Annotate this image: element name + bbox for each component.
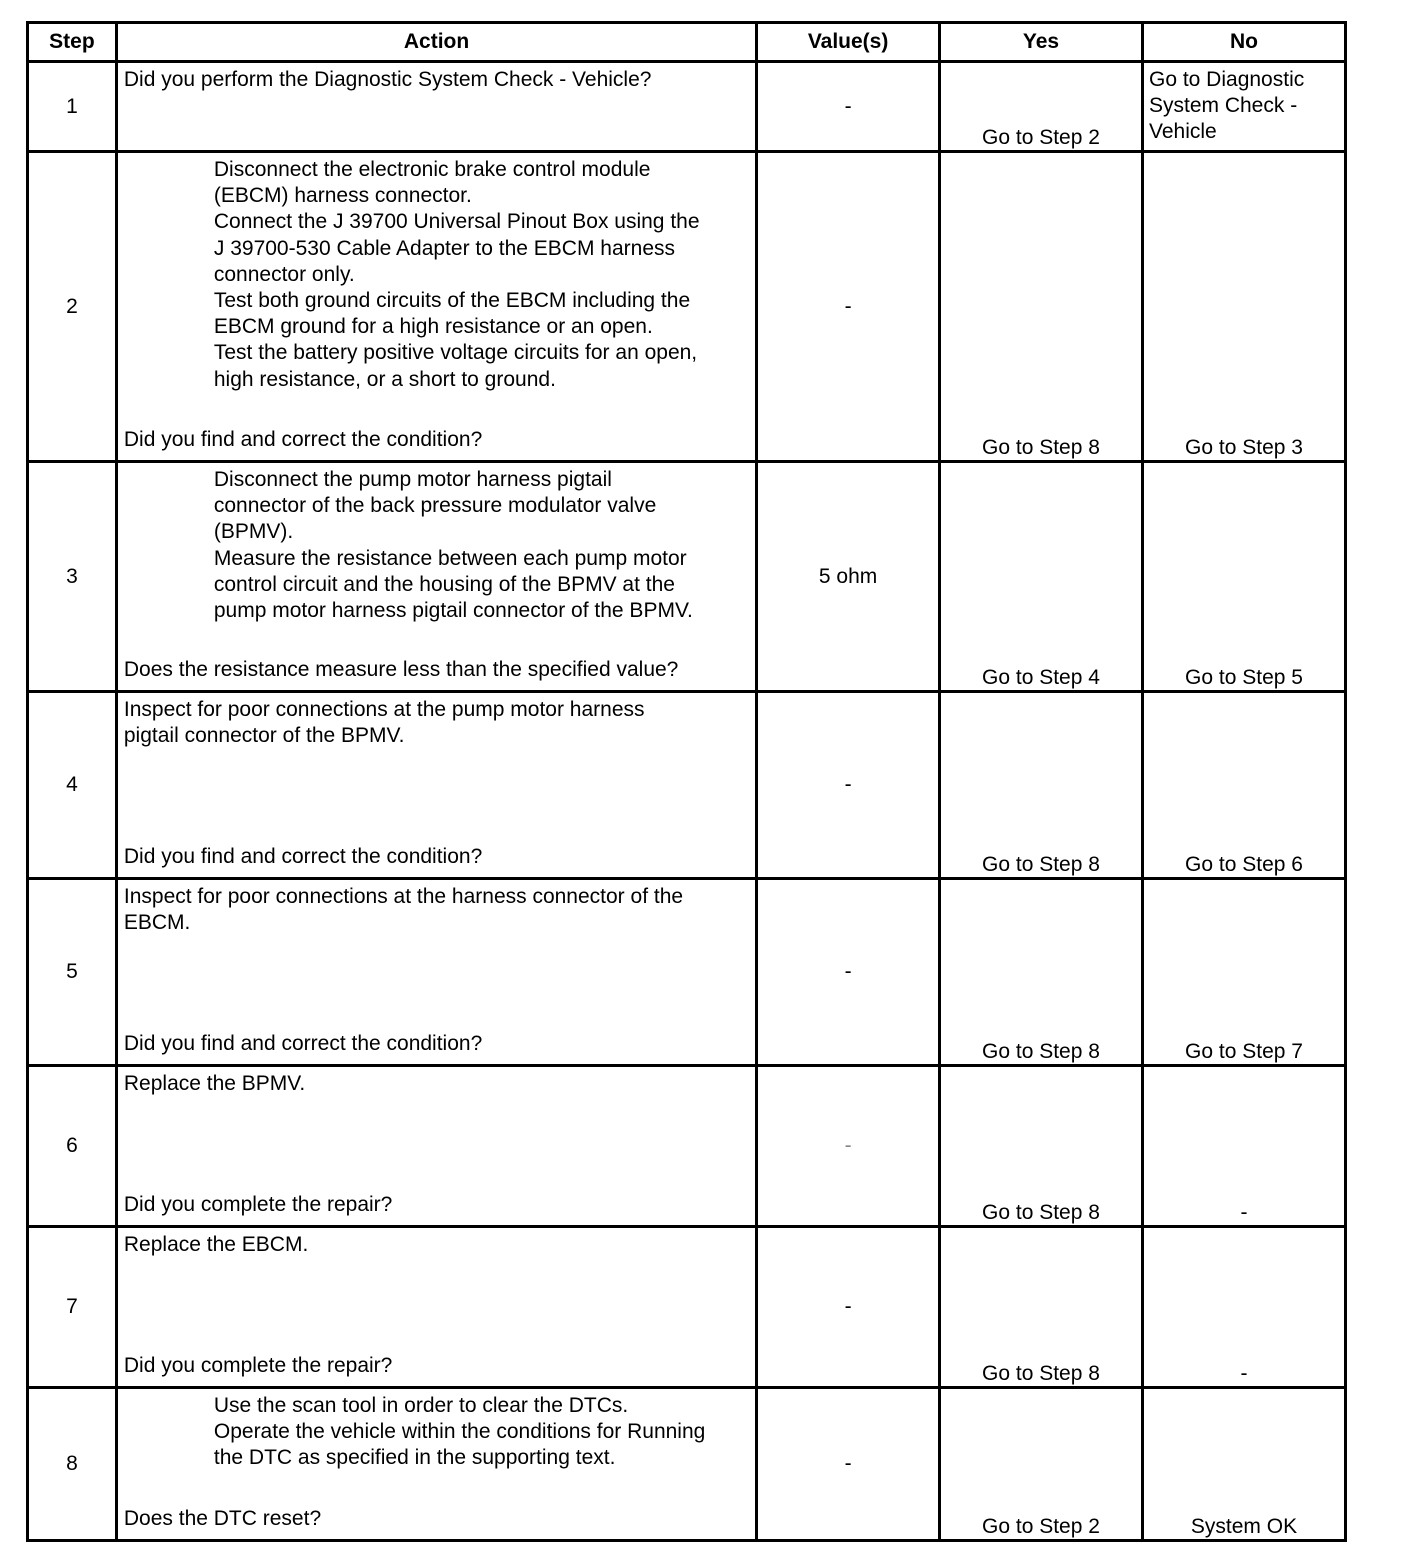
- action-description: [214, 157, 749, 393]
- header-yes: Yes: [939, 23, 1142, 62]
- step-number: 2: [28, 152, 117, 462]
- action-cell: [116, 692, 756, 879]
- value-cell: 5 ohm: [757, 462, 940, 692]
- action-description: [124, 1232, 749, 1258]
- action-line: EBCM.: [123, 911, 191, 935]
- action-line: Did you perform the Diagnostic System Check - Vehicle?: [123, 68, 652, 91]
- table-row: [28, 879, 1346, 1066]
- action-description: [124, 884, 749, 936]
- no-cell: System OK: [1142, 1388, 1345, 1541]
- action-line: the DTC as specified in the supporting text.: [213, 1446, 616, 1470]
- value-cell: -: [757, 152, 940, 462]
- no-cell: Go to Step 3: [1142, 152, 1345, 462]
- action-question: Did you find and correct the condition?: [123, 844, 483, 868]
- action-line: Measure the resistance between each pump motor: [213, 546, 687, 570]
- step-number: 3: [28, 462, 117, 692]
- step-number: 1: [28, 62, 117, 152]
- table-row: [28, 692, 1346, 879]
- action-line: Inspect for poor connections at the harness connector of the: [123, 885, 684, 908]
- no-cell: [1142, 62, 1345, 152]
- header-no: No: [1142, 23, 1345, 62]
- value-cell: -: [757, 1388, 940, 1541]
- action-question: Did you find and correct the condition?: [123, 1031, 483, 1055]
- action-line: (EBCM) harness connector.: [213, 184, 472, 208]
- action-line: Connect the J 39700 Universal Pinout Box using the: [213, 210, 700, 234]
- step-number: 7: [28, 1227, 117, 1388]
- no-cell: Go to Step 6: [1142, 692, 1345, 879]
- no-cell: Go to Step 7: [1142, 879, 1345, 1066]
- yes-cell: Go to Step 8: [939, 152, 1142, 462]
- yes-cell: Go to Step 8: [939, 1066, 1142, 1227]
- action-line: Test the battery positive voltage circuits for an open,: [213, 341, 698, 365]
- action-question: Does the DTC reset?: [123, 1506, 322, 1530]
- header-action: Action: [116, 23, 756, 62]
- value-cell: -: [757, 62, 940, 152]
- table-row: [28, 462, 1346, 692]
- action-line: Inspect for poor connections at the pump motor harness: [123, 698, 645, 721]
- action-line: Test both ground circuits of the EBCM including the: [213, 289, 691, 313]
- action-line: J 39700-530 Cable Adapter to the EBCM harness: [213, 236, 675, 260]
- action-line: Replace the EBCM.: [123, 1233, 309, 1256]
- action-cell: [116, 462, 756, 692]
- yes-cell: Go to Step 8: [939, 1227, 1142, 1388]
- yes-cell: Go to Step 4: [939, 462, 1142, 692]
- action-line: (BPMV).: [213, 520, 294, 544]
- action-line: Replace the BPMV.: [123, 1072, 306, 1095]
- table-row: [28, 62, 1346, 152]
- header-row: [28, 23, 1346, 62]
- value-cell: -: [757, 1066, 940, 1227]
- action-cell: [116, 1388, 756, 1541]
- no-line: Go to Diagnostic: [1148, 68, 1305, 91]
- action-line: connector only.: [213, 262, 355, 286]
- action-line: Disconnect the electronic brake control module: [213, 158, 651, 181]
- table-row: [28, 152, 1346, 462]
- value-cell: -: [757, 1227, 940, 1388]
- action-line: high resistance, or a short to ground.: [213, 367, 556, 391]
- no-cell: -: [1142, 1066, 1345, 1227]
- action-cell: [116, 1066, 756, 1227]
- action-line: connector of the back pressure modulator valve: [213, 494, 657, 518]
- action-line: control circuit and the housing of the BPMV at the: [213, 572, 675, 596]
- value-cell: -: [757, 879, 940, 1066]
- action-description: [124, 1071, 749, 1097]
- action-cell: [116, 1227, 756, 1388]
- yes-cell: Go to Step 8: [939, 879, 1142, 1066]
- step-number: 5: [28, 879, 117, 1066]
- action-cell: [116, 62, 756, 152]
- step-number: 8: [28, 1388, 117, 1541]
- diagnostic-table: [26, 21, 1347, 1542]
- action-cell: [116, 879, 756, 1066]
- header-step: Step: [28, 23, 117, 62]
- action-description: [214, 467, 749, 624]
- action-question: Did you find and correct the condition?: [123, 427, 483, 451]
- action-line: Operate the vehicle within the conditions for Running: [213, 1420, 706, 1444]
- action-question: Did you complete the repair?: [123, 1192, 393, 1216]
- yes-cell: Go to Step 2: [939, 62, 1142, 152]
- yes-cell: Go to Step 2: [939, 1388, 1142, 1541]
- action-description: [124, 67, 749, 93]
- action-line: pigtail connector of the BPMV.: [123, 724, 405, 748]
- table-row: [28, 1388, 1346, 1541]
- table-row: [28, 1066, 1346, 1227]
- no-line: Vehicle: [1148, 120, 1217, 144]
- step-number: 6: [28, 1066, 117, 1227]
- action-cell: [116, 152, 756, 462]
- no-line: System Check -: [1148, 94, 1298, 118]
- step-number: 4: [28, 692, 117, 879]
- yes-cell: Go to Step 8: [939, 692, 1142, 879]
- action-description: [124, 697, 749, 749]
- action-line: pump motor harness pigtail connector of the BPMV.: [213, 599, 693, 623]
- value-cell: -: [757, 692, 940, 879]
- no-cell: -: [1142, 1227, 1345, 1388]
- action-description: [214, 1393, 749, 1472]
- table-row: [28, 1227, 1346, 1388]
- header-values: Value(s): [757, 23, 940, 62]
- no-cell: Go to Step 5: [1142, 462, 1345, 692]
- action-line: EBCM ground for a high resistance or an open.: [213, 315, 653, 339]
- action-question: Does the resistance measure less than the specified value?: [123, 657, 679, 681]
- action-question: Did you complete the repair?: [123, 1353, 393, 1377]
- action-line: Use the scan tool in order to clear the DTCs.: [213, 1394, 629, 1417]
- action-line: Disconnect the pump motor harness pigtail: [213, 468, 612, 491]
